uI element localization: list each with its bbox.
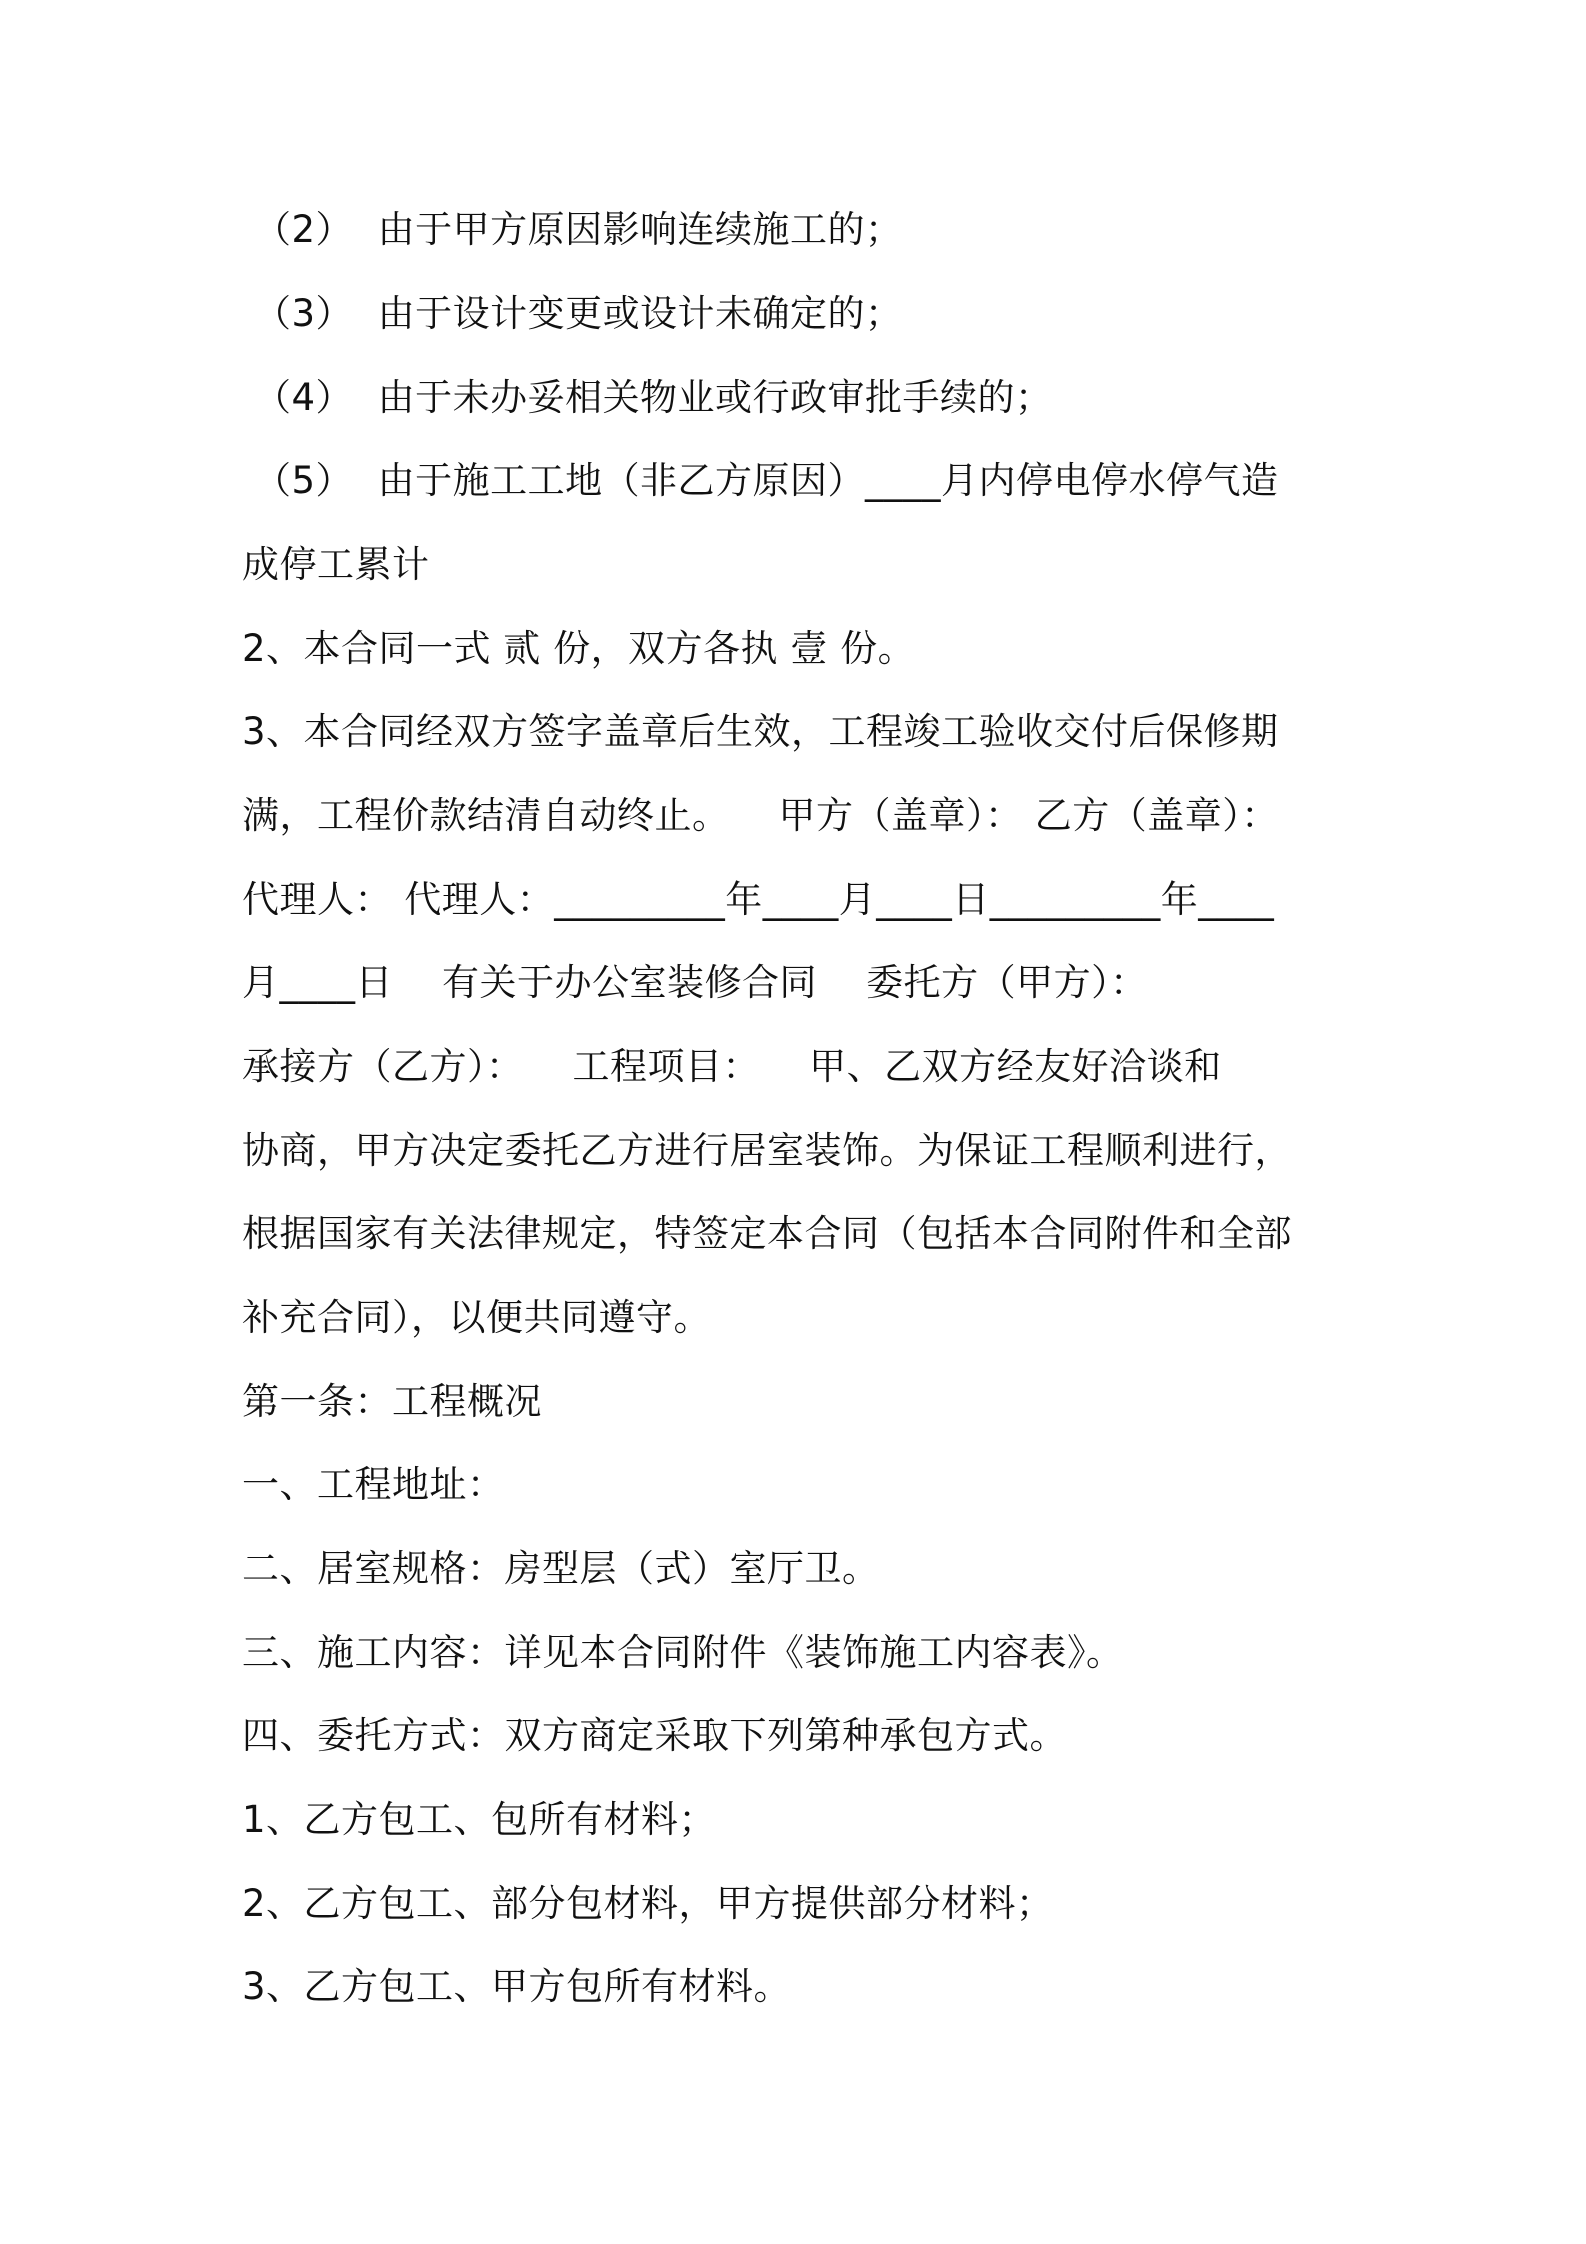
section-heading: 第一条：工程概况 — [242, 1380, 542, 1423]
text-line: 1、乙方包工、包所有材料； — [242, 1798, 717, 1841]
text-line: 二、居室规格：房型层（式）室厅卫。 — [242, 1547, 880, 1590]
text-line: 满，工程价款结清自动终止。 甲方（盖章）： 乙方（盖章）： — [242, 794, 1279, 837]
text-line: （3） 由于设计变更或设计未确定的； — [254, 292, 903, 335]
text-line: （2） 由于甲方原因影响连续施工的； — [254, 208, 903, 251]
text-line: 月____日 有关于办公室装修合同 委托方（甲方）： — [242, 961, 1148, 1004]
text-line: 三、施工内容：详见本合同附件《装饰施工内容表》。 — [242, 1631, 1124, 1674]
text-line: 成停工累计 — [242, 543, 430, 586]
text-line: 补充合同），以便共同遵守。 — [242, 1296, 711, 1339]
text-line: 2、本合同一式 贰 份，双方各执 壹 份。 — [242, 627, 916, 670]
text-line: 3、本合同经双方签字盖章后生效，工程竣工验收交付后保修期 — [242, 710, 1279, 753]
text-line: 2、乙方包工、部分包材料，甲方提供部分材料； — [242, 1882, 1054, 1925]
text-line: 一、工程地址： — [242, 1463, 505, 1506]
text-line: 3、乙方包工、甲方包所有材料。 — [242, 1965, 792, 2008]
text-line: （4） 由于未办妥相关物业或行政审批手续的； — [254, 376, 1053, 419]
text-line: 根据国家有关法律规定，特签定本合同（包括本合同附件和全部 — [242, 1212, 1292, 1255]
text-line: （5） 由于施工工地（非乙方原因）____月内停电停水停气造 — [254, 459, 1279, 502]
text-line: 代理人： 代理人：_________年____月____日_________年____ — [242, 878, 1275, 921]
text-line: 承接方（乙方）： 工程项目： 甲、乙双方经友好洽谈和 — [242, 1045, 1222, 1088]
text-line: 协商，甲方决定委托乙方进行居室装饰。为保证工程顺利进行， — [242, 1129, 1292, 1172]
text-line: 四、委托方式：双方商定采取下列第种承包方式。 — [242, 1714, 1067, 1757]
